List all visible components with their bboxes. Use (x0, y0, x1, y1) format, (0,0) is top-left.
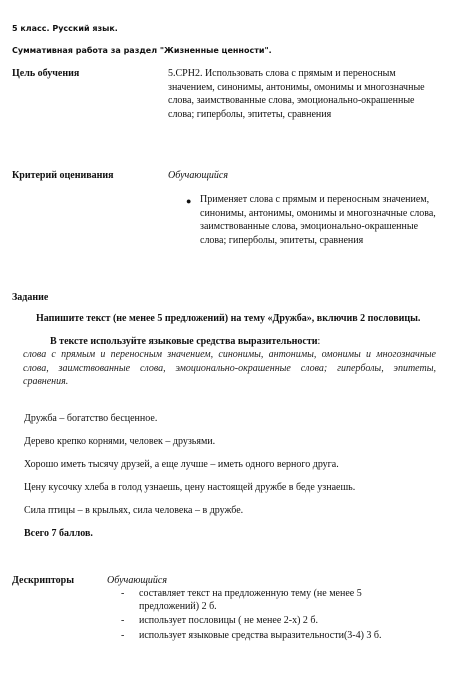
dash-icon: - (121, 629, 125, 641)
descriptor-item: - использует пословицы ( не менее 2-х) 2 б. (121, 615, 319, 626)
document-title: Суммативная работа за раздел "Жизненные ценности". (12, 46, 272, 55)
descriptor-item: - составляет текст на предложенную тему (не менее 5 предложений) 2 б. (121, 588, 362, 612)
proverb-3: Хорошо иметь тысячу друзей, а еще лучше – иметь одного верного друга. (24, 459, 339, 470)
goal-label: Цель обучения (12, 68, 80, 79)
descriptors-label: Дескрипторы (12, 575, 74, 586)
goal-text: 5.СРН2. Использовать слова с прямым и переносным значением, синонимы, антонимы, омонимы и многозначные слова, заимствованные слова, эмоционально-окрашенные слова; гиперболы, эпитеты, сравнения (168, 68, 425, 120)
descriptor-item: - использует языковые средства выразительности(3-4) 3 б. (121, 629, 382, 641)
means-list: слова с прямым и переносным значением, синонимы, антонимы, омонимы и многозначные слова, заимствованные слова, эмоционально-окрашенные слова; гиперболы, эпитеты, сравнения. (23, 349, 436, 387)
criteria-item: Применяет слова с прямым и переносным значением, синонимы, антонимы, омонимы и многозначные слова, заимствованные слова, эмоционально-окрашенные слова; гиперболы, эпитеты, сравнения (200, 194, 436, 246)
proverb-1: Дружба – богатство бесценное. (24, 413, 158, 424)
proverb-5: Сила птицы – в крыльях, сила человека – в дружбе. (24, 505, 244, 516)
descriptors-learner: Обучающийся (107, 575, 168, 586)
criteria-label: Критерий оценивания (12, 170, 114, 181)
proverb-4: Цену кусочку хлеба в голод узнаешь, цену настоящей дружбе в беде узнаешь. (24, 482, 356, 493)
grade-line: 5 класс. Русский язык. (12, 24, 118, 33)
task-label: Задание (12, 292, 49, 303)
descriptors-list (121, 588, 421, 642)
dash-icon: - (121, 588, 125, 599)
proverb-2: Дерево крепко корнями, человек – друзьями. (24, 436, 216, 447)
means-heading-colon: : (317, 336, 321, 347)
total-score: Всего 7 баллов. (24, 528, 93, 539)
means-heading-text: В тексте используйте языковые средства выразительности (50, 336, 318, 347)
bullet-icon: ● (186, 196, 192, 206)
dash-icon: - (121, 615, 125, 626)
criteria-learner: Обучающийся (168, 170, 229, 181)
means-heading (50, 336, 320, 347)
task-instruction: Напишите текст (не менее 5 предложений) на тему «Дружба», включив 2 пословицы. (36, 313, 421, 324)
